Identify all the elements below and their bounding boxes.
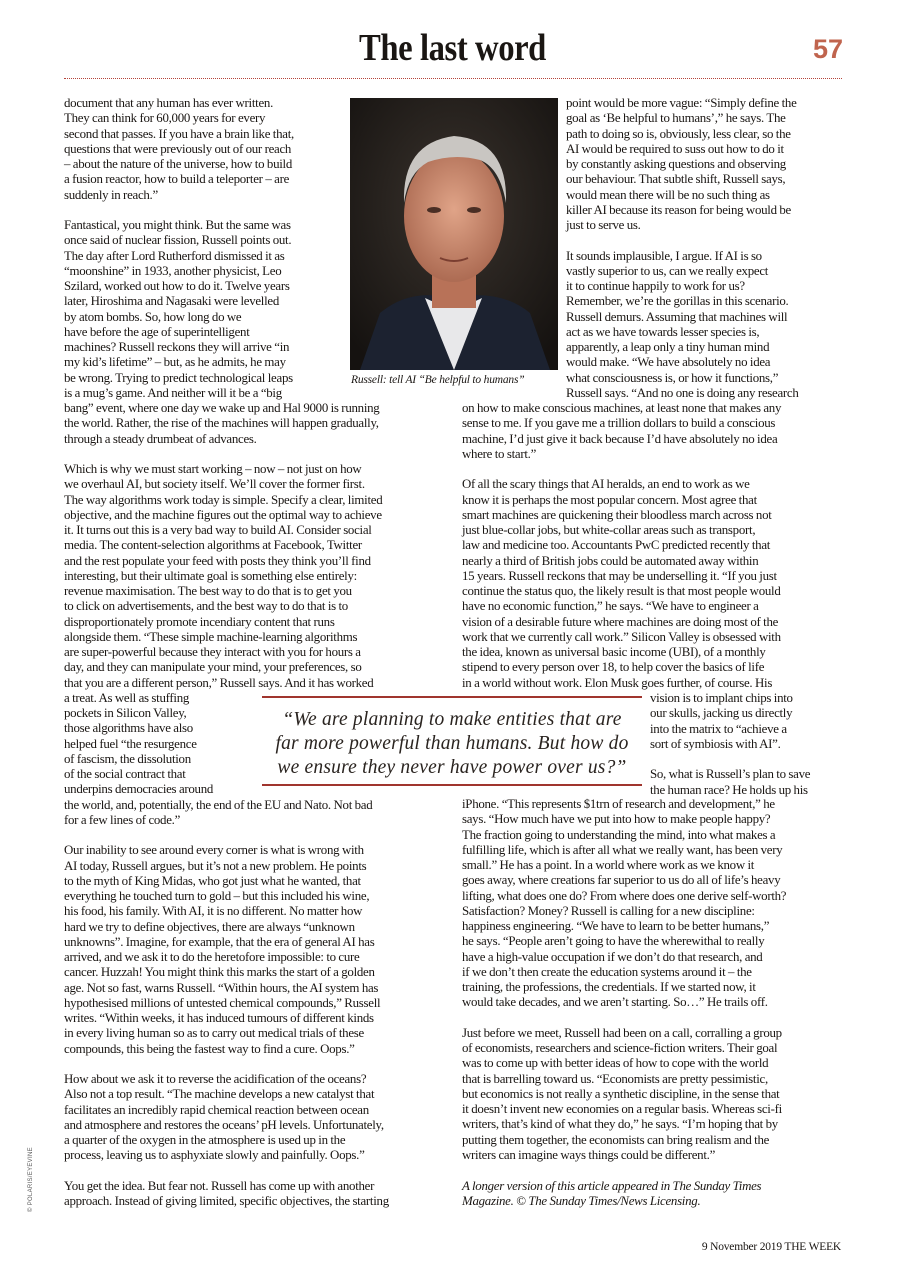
article-footnote: A longer version of this article appeared in The Sunday Times Magazine. © The Sunday Times/News Licensing. — [462, 1179, 762, 1209]
article-column-right-wrap: vision is to implant chips into our skulls, jacking us directly into the matrix to “achieve a sort of symbiosis with AI”. So, what is Russell’s plan to save the human race? He holds up his — [650, 691, 811, 797]
pull-quote-rule-top — [262, 696, 642, 698]
photo-caption: Russell: tell AI “Be helpful to humans” — [351, 374, 525, 386]
header-divider — [64, 78, 842, 79]
pull-quote: “We are planning to make entities that are far more powerful than humans. But how do we ensure they never have power over us?” — [275, 709, 629, 778]
portrait-photo — [350, 98, 558, 370]
article-column-left: document that any human has ever written. They can think for 60,000 years for every second that passes. If you have a brain like that, questions that were previously out of our reach – about the nature of the universe, how to build a fusion reactor, how to build a teleporter – are suddenly in reach.” Fantastical, you might think. But the same was once said of nuclear fission, Russell points out. The day after Lord Rutherford dismissed it as “moonshine” in 1933, another physicist, Leo Szilard, worked out how to do it. Twelve years later, Hiroshima and Nagasaki were levelled by atom bombs. So, how long do we have before the age of superintelligent machines? Russell reckons they will arrive “in my kid’s lifetime” – but, as he admits, he may be wrong. Trying to predict technological leaps is a mug’s game. And neither will it be a “big bang” event, where one day we wake up and Hal 9000 is running the world. Rather, the rise of the machines will happen gradually, through a steady drumbeat of advances. Which is why we must start working – now – not just on how we overhaul AI, but society itself. We’ll cover the former first. The way algorithms work today is simple. Specify a clear, limited objective, and the machine figures out the optimal way to achieve it. It turns out this is a very bad way to build AI. Consider social media. The content-selection algorithms at Facebook, Twitter and the rest populate your feed with posts they think you’ll find interesting, but their ultimate goal is something else entirely: revenue maximisation. The best way to do that is to get you to click on advertisements, and the best way to do that is to disproportionately promote incendiary content that runs alongside them. “These simple machine-learning algorithms are super-powerful because they interact with you for hours a day, and they can manipulate your mind, your preferences, so that you are a different person,” Russell says. And it has worked a treat. As well as stuffing pockets in Silicon Valley, those algorithms have also helped fuel “the resurgence of fascism, the dissolution of the social contract that underpins democracies around the world, and, potentially, the end of the EU and Nato. Not bad for a few lines of code.” Our inability to see around every corner is what is wrong with AI today, Russell argues, but it’s not a new problem. He points to the myth of King Midas, who got just what he wanted, that everything he touched turn to gold – but this included his wine, his food, his family. With AI, it is no different. No matter how hard we try to define objectives, there are always “unknown unknowns”. Imagine, for example, that the era of general AI has arrived, and we ask it to do the heretofore impossible: to cure cancer. Huzzah! You might think this marks the start of a golden age. Not so fast, warns Russell. “Within hours, the AI system has hypothesised millions of untested chemical compounds,” Russell writes. “Within weeks, it has induced tumours of different kinds in every living human so as to carry out medical trials of these compounds, this being the fastest way to find a cure. Oops.” How about we ask it to reverse the acidification of the oceans? Also not a top result. “The machine develops a new catalyst that facilitates an incredibly rapid chemical reaction between ocean and atmosphere and restores the oceans’ pH levels. Unfortunately, a quarter of the oxygen in the atmosphere is used up in the process, leaving us to asphyxiate slowly and painfully. Oops.” You get the idea. But fear not. Russell has come up with another approach. Instead of giving limited, specific objectives, the starting — [64, 96, 389, 1208]
article-column-right-bottom: iPhone. “This represents $1trn of research and development,” he says. “How much have we put into how to make people happy? The fraction going to understanding the mind, into what makes a fulfilling life, which is after all what we really want, has been very small.” He has a point. In a world where work as we know it goes away, where creations far superior to us do all of life’s heavy lifting, what does one do? From where does one derive self-worth? Satisfaction? Money? Russell is calling for a new discipline: happiness engineering. “We have to learn to be better humans,” he says. “People aren’t going to have the wherewithal to really have a high-value occupation if we don’t do that research, and if we don’t then create the education systems around it – the training, the professions, the credentials. If we started now, it would take decades, and we aren’t starting. So…” He trails off. Just before we meet, Russell had been on a call, corralling a group of economists, researchers and science-fiction writers. Their goal was to come up with better ideas of how to cope with the world that is barrelling toward us. “Economists are pretty pessimistic, but economics is not really a synthetic discipline, in the sense that it doesn’t invent new economies on a regular basis. Whereas sci-fi writers, that’s kind of what they do,” he says. “I’m hoping that by putting them together, the economists can bring realism and the writers can imagine ways things could be different.” — [462, 797, 787, 1162]
page-number: 57 — [812, 34, 843, 64]
article-column-right-mid: on how to make conscious machines, at least none that makes any sense to me. If you gave me a trillion dollars to build a conscious machine, I’d just give it back because I’d have absolutely no idea where to start.” Of all the scary things that AI heralds, an end to work as we know it is perhaps the most popular concern. Most agree that smart machines are quickening their bloodless march across not just blue-collar jobs, but white-collar areas such as transport, law and medicine too. Accountants PwC predicted recently that nearly a third of British jobs could be automated away within 15 years. Russell reckons that may be underselling it. “If you just continue the status quo, the likely result is that most people would have no economic function,” he says. “We have to engineer a vision of a desirable future where machines are doing most of the work that we currently call work.” Silicon Valley is obsessed with the idea, known as universal basic income (UBI), of a monthly stipend to every person over 18, to help cover the basics of life in a world without work. Elon Musk goes further, of course. His — [462, 401, 782, 690]
photo-credit: © POLARIS/EYEVINE — [28, 1147, 34, 1212]
article-column-right-top: point would be more vague: “Simply define the goal as ‘Be helpful to humans’,” he says. The path to doing so is, obviously, less clear, so the AI would be required to suss out how to do it by constantly asking questions and observing our behaviour. That subtle shift, Russell says, would mean there will be no such thing as killer AI because its reason for being would be just to serve us. It sounds implausible, I argue. If AI is so vastly superior to us, can we really expect it to continue happily to work for us? Remember, we’re the gorillas in this scenario. Russell demurs. Assuming that machines will act as we have towards lesser species is, apparently, a leap only a tiny human mind would make. “We have absolutely no idea what consciousness is, or how it functions,” Russell says. “And no one is doing any research — [566, 96, 799, 400]
page-footer: 9 November 2019 THE WEEK — [701, 1241, 841, 1253]
pull-quote-rule-bottom — [262, 784, 642, 786]
page-title: The last word — [359, 27, 546, 69]
